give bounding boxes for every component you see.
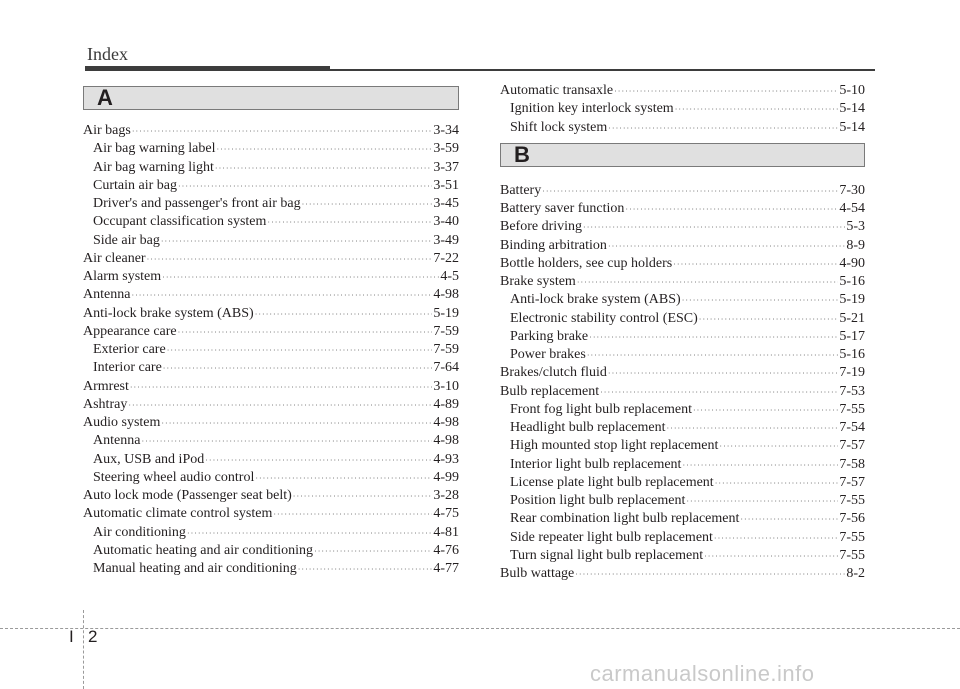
dot-leader (163, 360, 433, 378)
index-subentry (83, 359, 459, 377)
dot-leader (673, 256, 838, 274)
dot-leader (187, 525, 432, 543)
entry-label: Brake system (500, 274, 576, 289)
entry-page-ref: 7-30 (839, 182, 865, 198)
entry-page-ref: 7-55 (839, 529, 865, 545)
entry-page-ref: 5-21 (839, 310, 865, 326)
index-subentry (500, 547, 865, 565)
dot-leader (273, 506, 432, 524)
index-entry (500, 82, 865, 100)
entry-page-ref: 4-98 (433, 415, 459, 430)
entry-page-ref: 7-59 (433, 323, 459, 339)
entry-label: Ignition key interlock system (510, 101, 674, 117)
index-subentry (83, 341, 459, 359)
index-list-b (500, 182, 865, 584)
index-subentry (500, 401, 865, 419)
entry-label: Interior light bulb replacement (510, 456, 682, 472)
dot-leader (686, 493, 838, 511)
index-entry (500, 200, 865, 218)
index-subentry (83, 177, 459, 195)
dot-leader (587, 347, 839, 365)
entry-page-ref: 5-14 (839, 119, 865, 135)
index-column-right (500, 82, 876, 583)
index-subentry (83, 432, 459, 450)
section-letter: A (97, 85, 113, 110)
entry-label: Position light bulb replacement (510, 493, 686, 508)
dot-leader (608, 365, 838, 383)
index-subentry (83, 213, 459, 231)
index-entry (83, 305, 459, 323)
entry-label: Antenna (83, 287, 131, 303)
entry-page-ref: 4-98 (433, 433, 459, 449)
section-header-b (500, 143, 865, 167)
entry-page-ref: 3-59 (433, 141, 459, 157)
section-header-a (83, 86, 459, 110)
entry-label: Anti-lock brake system (ABS) (83, 305, 254, 321)
entry-page-ref: 7-58 (839, 456, 865, 472)
footer-page-number: 2 (88, 627, 98, 646)
index-subentry (83, 232, 459, 250)
entry-page-ref: 5-16 (839, 347, 865, 362)
entry-page-ref: 5-17 (839, 328, 865, 344)
entry-label: Alarm system (83, 269, 162, 284)
index-entry (83, 122, 459, 140)
watermark: carmanualsonline.info (590, 661, 815, 686)
dot-leader (215, 160, 432, 178)
entry-page-ref: 7-64 (433, 360, 459, 376)
dot-leader (675, 101, 839, 119)
dot-leader (132, 123, 433, 141)
entry-label: Anti-lock brake system (ABS) (510, 292, 681, 308)
entry-label: High mounted stop light replacement (510, 438, 719, 454)
entry-label: Turn signal light bulb replacement (510, 547, 704, 563)
dot-leader (704, 548, 838, 566)
entry-label: Power brakes (510, 347, 586, 362)
entry-page-ref: 5-10 (839, 83, 865, 98)
page-title: Index (87, 44, 128, 64)
index-subentry (83, 524, 459, 542)
dot-leader (693, 402, 838, 420)
index-subentry (500, 492, 865, 510)
header-rule-thick (85, 66, 330, 71)
entry-label: Antenna (93, 433, 141, 449)
dot-leader (162, 269, 439, 287)
entry-label: Air bags (83, 123, 131, 138)
entry-page-ref: 7-19 (839, 365, 865, 381)
index-subentry (83, 560, 459, 578)
entry-label: Driver's and passenger's front air bag (93, 196, 301, 211)
entry-label: Front fog light bulb replacement (510, 401, 692, 417)
entry-label: Air bag warning light (93, 159, 214, 175)
index-subentry (83, 451, 459, 469)
section-letter: B (514, 141, 530, 167)
entry-page-ref: 7-57 (839, 474, 865, 490)
dot-leader (302, 196, 433, 214)
index-column-left (83, 86, 459, 578)
entry-label: Manual heating and air conditioning (93, 561, 297, 576)
entry-label: Bulb wattage (500, 566, 575, 581)
entry-page-ref: 3-10 (433, 378, 459, 394)
entry-page-ref: 4-90 (839, 255, 865, 271)
index-entry (83, 323, 459, 341)
index-list-a (83, 122, 459, 578)
entry-page-ref: 3-34 (433, 123, 459, 138)
entry-page-ref: 5-14 (839, 101, 865, 117)
index-subentry (83, 469, 459, 487)
dot-leader (298, 561, 433, 579)
dot-leader (130, 379, 432, 397)
index-subentry (500, 310, 865, 328)
entry-label: Shift lock system (510, 119, 608, 135)
index-entry (500, 255, 865, 273)
entry-label: License plate light bulb replacement (510, 474, 714, 490)
entry-label: Bottle holders, see cup holders (500, 255, 673, 271)
dot-leader (131, 287, 432, 305)
index-entry (500, 273, 865, 291)
index-entry (500, 237, 865, 255)
index-subentry (83, 195, 459, 213)
entry-page-ref: 7-53 (839, 383, 865, 399)
entry-page-ref: 4-76 (433, 542, 459, 558)
dot-leader (542, 183, 838, 201)
entry-page-ref: 3-37 (433, 159, 459, 175)
dot-leader (625, 201, 838, 219)
index-subentry (83, 542, 459, 560)
index-subentry (500, 100, 865, 118)
entry-label: Steering wheel audio control (93, 469, 255, 485)
entry-label: Rear combination light bulb replacement (510, 511, 740, 527)
dot-leader (608, 120, 838, 138)
entry-page-ref: 3-28 (433, 488, 459, 503)
dot-leader (167, 342, 433, 360)
entry-label: Ashtray (83, 396, 128, 412)
entry-page-ref: 3-45 (433, 196, 459, 211)
dot-leader (178, 178, 432, 196)
entry-label: Air bag warning label (93, 141, 216, 157)
dot-leader (255, 306, 433, 324)
index-entry (500, 218, 865, 236)
dot-leader (255, 470, 432, 488)
entry-page-ref: 5-19 (433, 305, 459, 321)
entry-page-ref: 4-75 (433, 506, 459, 522)
entry-page-ref: 4-54 (839, 201, 865, 216)
entry-label: Interior care (93, 360, 162, 376)
entry-page-ref: 4-77 (433, 561, 459, 576)
dot-leader (699, 311, 839, 329)
entry-label: Before driving (500, 219, 583, 235)
entry-label: Brakes/clutch fluid (500, 365, 607, 381)
entry-label: Aux, USB and iPod (93, 451, 205, 467)
index-entry (83, 250, 459, 268)
entry-page-ref: 7-59 (433, 342, 459, 357)
entry-label: Exterior care (93, 342, 166, 357)
index-subentry (500, 529, 865, 547)
entry-page-ref: 4-98 (433, 287, 459, 303)
entry-page-ref: 7-22 (433, 250, 459, 266)
entry-label: Audio system (83, 415, 161, 430)
index-subentry (500, 119, 865, 137)
dot-leader (682, 292, 839, 310)
index-subentry (500, 437, 865, 455)
dot-leader (128, 397, 432, 415)
entry-label: Headlight bulb replacement (510, 420, 666, 435)
entry-label: Battery (500, 182, 542, 198)
dot-leader (267, 214, 432, 232)
index-entry (83, 378, 459, 396)
entry-label: Air cleaner (83, 250, 146, 266)
entry-page-ref: 7-54 (839, 420, 865, 435)
index-subentry (500, 419, 865, 437)
entry-label: Electronic stability control (ESC) (510, 310, 698, 326)
dot-leader (161, 233, 432, 251)
dot-leader (715, 475, 839, 493)
entry-label: Curtain air bag (93, 177, 177, 193)
index-entry (500, 565, 865, 583)
dot-leader (600, 384, 838, 402)
dot-leader (141, 433, 432, 451)
footer-guide-vertical (83, 610, 84, 689)
entry-page-ref: 5-19 (839, 292, 865, 308)
entry-page-ref: 4-81 (433, 524, 459, 540)
entry-label: Side repeater light bulb replacement (510, 529, 713, 545)
dot-leader (583, 219, 845, 237)
index-entry (83, 268, 459, 286)
index-entry (500, 383, 865, 401)
index-entry (83, 286, 459, 304)
entry-page-ref: 4-93 (433, 451, 459, 467)
dot-leader (667, 420, 839, 438)
entry-page-ref: 5-3 (846, 219, 865, 235)
dot-leader (147, 251, 433, 269)
index-list-a-continued (500, 82, 865, 137)
dot-leader (608, 238, 845, 256)
index-subentry (500, 474, 865, 492)
entry-label: Parking brake (510, 328, 589, 344)
dot-leader (589, 329, 838, 347)
entry-page-ref: 3-51 (433, 177, 459, 193)
dot-leader (293, 488, 433, 506)
entry-label: Side air bag (93, 232, 160, 248)
index-entry (83, 396, 459, 414)
footer-guide-horizontal (0, 628, 960, 629)
index-entry (83, 414, 459, 432)
dot-leader (216, 141, 432, 159)
header-rule-thin (330, 69, 875, 71)
entry-page-ref: 5-16 (839, 274, 865, 289)
entry-page-ref: 4-89 (433, 396, 459, 412)
entry-page-ref: 4-5 (440, 269, 459, 284)
footer-section-letter: I (69, 627, 74, 646)
entry-label: Air conditioning (93, 524, 186, 540)
index-subentry (500, 346, 865, 364)
entry-page-ref: 3-49 (433, 232, 459, 248)
entry-label: Automatic climate control system (83, 506, 273, 522)
entry-label: Occupant classification system (93, 214, 267, 230)
entry-page-ref: 7-55 (839, 401, 865, 417)
entry-label: Automatic transaxle (500, 83, 614, 98)
index-entry (500, 182, 865, 200)
dot-leader (161, 415, 432, 433)
entry-page-ref: 3-40 (433, 214, 459, 230)
dot-leader (719, 438, 838, 456)
dot-leader (205, 452, 432, 470)
index-subentry (83, 159, 459, 177)
dot-leader (314, 543, 432, 561)
index-entry (500, 364, 865, 382)
index-subentry (500, 328, 865, 346)
dot-leader (614, 83, 838, 101)
entry-label: Battery saver function (500, 201, 625, 216)
dot-leader (178, 324, 433, 342)
index-subentry (500, 510, 865, 528)
entry-page-ref: 7-55 (839, 493, 865, 508)
dot-leader (577, 274, 839, 292)
entry-page-ref: 8-9 (846, 237, 865, 253)
index-entry (83, 505, 459, 523)
entry-page-ref: 7-55 (839, 547, 865, 563)
entry-label: Armrest (83, 378, 129, 394)
entry-label: Auto lock mode (Passenger seat belt) (83, 488, 292, 503)
dot-leader (714, 530, 838, 548)
dot-leader (682, 457, 838, 475)
index-subentry (500, 291, 865, 309)
entry-page-ref: 7-56 (839, 511, 865, 527)
index-entry (83, 487, 459, 505)
entry-label: Binding arbitration (500, 237, 607, 253)
entry-label: Automatic heating and air conditioning (93, 542, 314, 558)
dot-leader (740, 511, 838, 529)
entry-label: Bulb replacement (500, 383, 600, 399)
index-subentry (500, 456, 865, 474)
dot-leader (575, 566, 845, 584)
entry-page-ref: 4-99 (433, 469, 459, 485)
entry-page-ref: 7-57 (839, 438, 865, 454)
entry-page-ref: 8-2 (846, 566, 865, 581)
index-subentry (83, 140, 459, 158)
entry-label: Appearance care (83, 323, 177, 339)
